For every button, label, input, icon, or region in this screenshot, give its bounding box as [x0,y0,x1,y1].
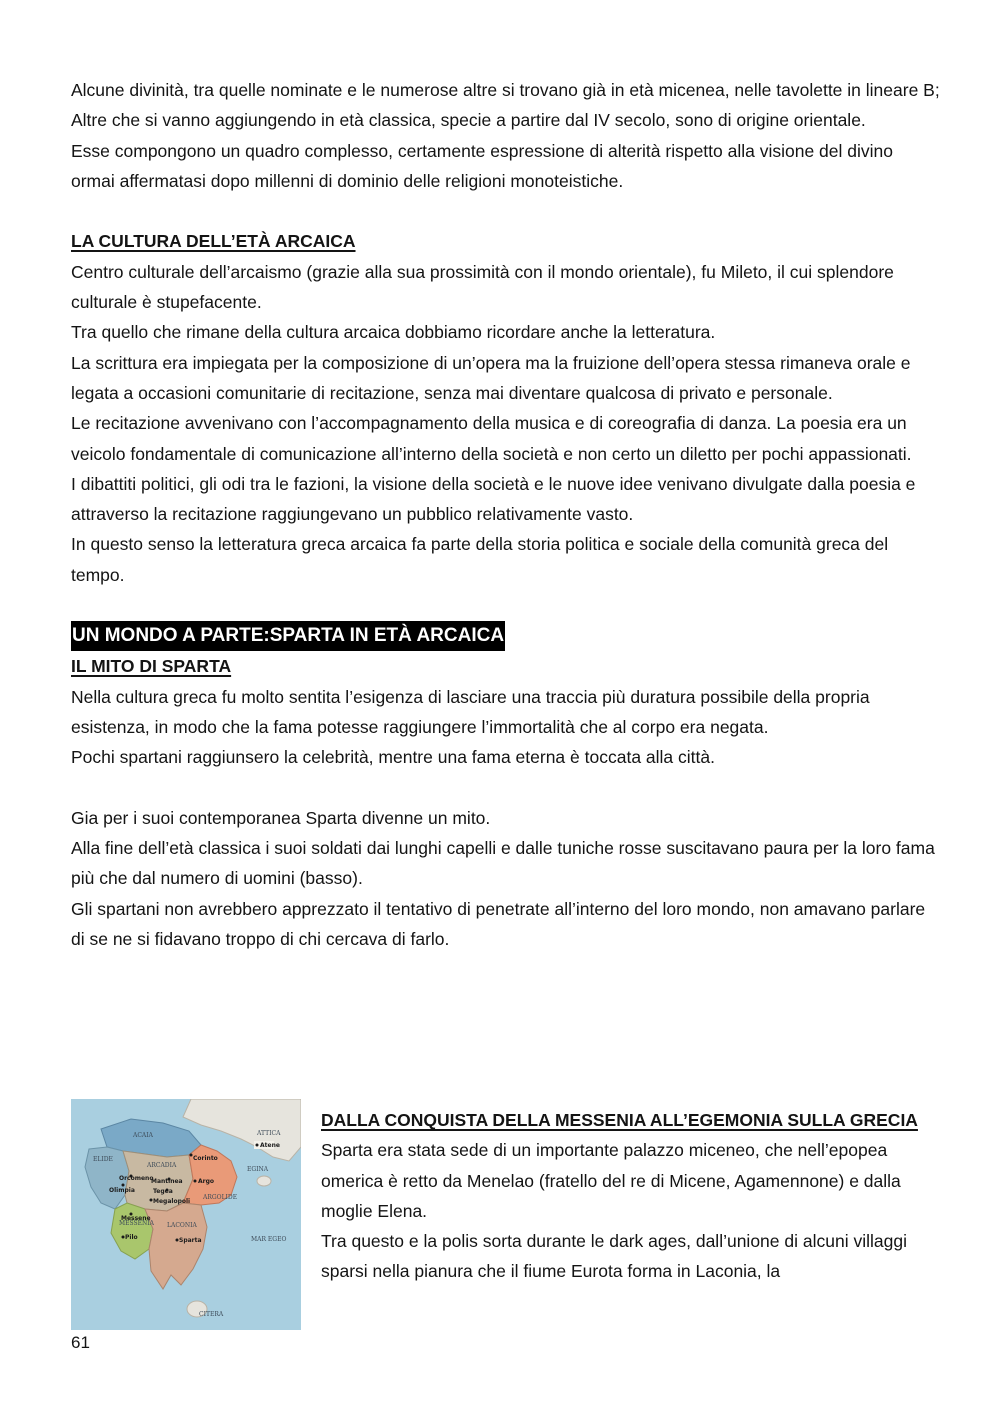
body-paragraph: Tra quello che rimane della cultura arcaica dobbiamo ricordare anche la letteratura. [71,322,716,343]
map-label-city: Tegea [153,1188,173,1195]
map-label-region: LACONIA [167,1222,197,1229]
map-label-city: Atene [260,1142,280,1149]
page-number: 61 [71,1333,90,1352]
map-label-region: ARGOLIDE [203,1194,238,1201]
map-label-region: ARCADIA [147,1162,177,1169]
intro-paragraph: Altre che si vanno aggiungendo in età classica, specie a partire dal IV secolo, sono di origine orientale. [71,110,866,131]
body-paragraph: Gia per i suoi contemporanea Sparta divenne un mito. [71,807,491,828]
map-label-region: ATTICA [257,1130,281,1137]
intro-paragraph: Esse compongono un quadro complesso, certamente espressione di alterità rispetto alla visione del divino ormai affermatasi dopo millenni di dominio delle religioni monoteistiche. [71,140,893,191]
map-label-city: Corinto [193,1155,218,1162]
section-heading-mito: IL MITO DI SPARTA [71,656,232,677]
map-label-city: Sparta [179,1237,202,1244]
peloponnese-map [71,1099,301,1330]
map-label-region: ACAIA [133,1132,153,1139]
body-paragraph: Tra questo e la polis sorta durante le dark ages, dall’unione di alcuni villaggi sparsi nella pianura che il fiume Eurota forma in Laconia, la [321,1231,907,1282]
map-label-city: Olimpia [109,1187,135,1194]
chapter-title: UN MONDO A PARTE:SPARTA IN ETÀ ARCAICA [71,621,505,651]
map-label-city: Pilo [125,1234,138,1241]
map-city-dot [256,1144,259,1147]
map-label-city: Messene [121,1215,151,1222]
body-paragraph: La scrittura era impiegata per la composizione di un’opera ma la fruizione dell’opera stessa rimaneva orale e legata a occasioni comunitarie di recitazione, senza mai diventare qualcosa di privato e personale. [71,352,911,403]
body-paragraph: Pochi spartani raggiunsero la celebrità, mentre una fama eterna è toccata alla città. [71,747,715,768]
map-label-region: CITERA [199,1311,224,1318]
section-heading-cultura: LA CULTURA DELL’ETÀ ARCAICA [71,231,356,252]
section-heading-messenia: DALLA CONQUISTA DELLA MESSENIA ALL’EGEMONIA SULLA GRECIA [321,1110,918,1130]
map-label-city: Megalopoli [153,1198,191,1205]
body-paragraph: Alla fine dell’età classica i suoi soldati dai lunghi capelli e dalle tuniche rosse suscitavano paura per la loro fama più che dal numero di uomini (basso). [71,838,935,889]
map-label-city: Orcomeno [119,1175,154,1182]
messenia-section [321,1105,921,1287]
body-paragraph: Gli spartani non avrebbero apprezzato il tentativo di penetrate all’interno del loro mondo, non amavano parlare di se ne si fidavano troppo di chi cercava di farlo. [71,898,926,950]
body-paragraph: I dibattiti politici, gli odi tra le fazioni, la visione della società e le nuove idee venivano divulgate dalla poesia e attraverso la recitazione raggiungevano un pubblico relativamente vasto. [71,473,916,525]
map-label-city: Mantinea [151,1178,183,1185]
map-label-region: MAR EGEO [251,1236,287,1243]
map-city-dot [194,1180,197,1183]
map-label-region: MESSENIA [119,1220,154,1227]
map-label-region: EGINA [247,1166,269,1173]
body-paragraph: Sparta era stata sede di un importante palazzo miceneo, che nell’epopea omerica è retto da Menelao (fratello del re di Micene, Agamennone) e dalla moglie Elena. [321,1140,901,1221]
map-island-egina [257,1176,271,1186]
body-paragraph: Le recitazione avvenivano con l’accompagnamento della musica e di coreografia di danza. La poesia era un veicolo fondamentale di comunicazione all’interno della società e non certo un diletto per pochi appassionati. [71,413,912,464]
body-paragraph: Centro culturale dell’arcaismo (grazie alla sua prossimità con il mondo orientale), fu Mileto, il cui splendore culturale è stupefacente. [71,261,894,313]
main-text [71,75,941,954]
body-paragraph: In questo senso la letteratura greca arcaica fa parte della storia politica e sociale della comunità greca del tempo. [71,534,889,585]
body-paragraph: Nella cultura greca fu molto sentita l’esigenza di lasciare una traccia più duratura possibile della propria esistenza, in modo che la fama potesse raggiungere l’immortalità che al corpo era negata. [71,686,870,737]
map-label-city: Argo [198,1178,215,1185]
intro-paragraph: Alcune divinità, tra quelle nominate e le numerose altre si trovano già in età micenea, nelle tavolette in lineare B; [71,80,940,100]
map-label-region: ELIDE [93,1156,113,1163]
